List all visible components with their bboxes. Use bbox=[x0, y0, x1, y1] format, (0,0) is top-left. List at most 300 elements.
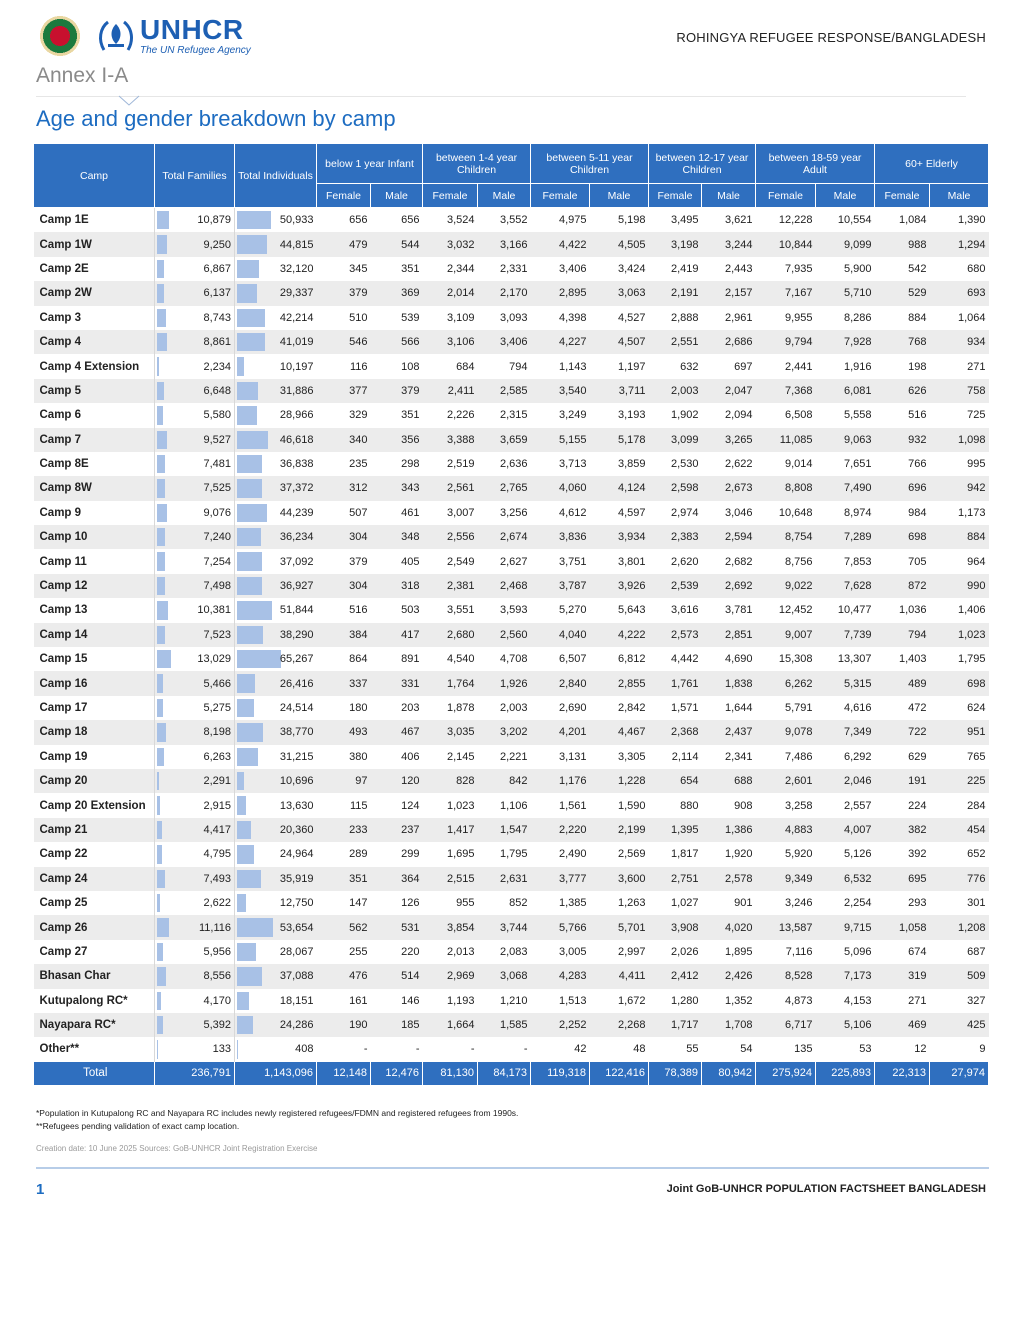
families-cell-value: 2,291 bbox=[203, 775, 231, 788]
individuals-cell-value: 50,933 bbox=[279, 214, 314, 227]
value-cell: 8,754 bbox=[756, 525, 816, 549]
families-cell-value: 7,481 bbox=[203, 458, 231, 471]
value-cell: 2,690 bbox=[558, 702, 587, 714]
individuals-cell-value: 65,267 bbox=[279, 653, 314, 666]
individuals-cell-value: 37,088 bbox=[279, 970, 314, 983]
table-row bbox=[34, 208, 989, 233]
value-cell: 345 bbox=[349, 262, 368, 275]
value-cell: 476 bbox=[317, 964, 371, 988]
families-cell bbox=[155, 720, 235, 744]
value-cell: 2,381 bbox=[423, 574, 478, 598]
individuals-cell bbox=[235, 232, 317, 256]
camp-name: Bhasan Char bbox=[34, 964, 155, 988]
value-cell: 284 bbox=[967, 799, 986, 812]
col-header-group: between 5-11 year Children bbox=[531, 144, 649, 184]
value-cell: 5,178 bbox=[590, 428, 649, 452]
camp-name: Camp 8E bbox=[39, 458, 89, 471]
individuals-cell-bar bbox=[237, 235, 267, 253]
value-cell: 1,717 bbox=[649, 1013, 702, 1037]
value-cell: 2,114 bbox=[671, 750, 699, 763]
value-cell: 2,627 bbox=[499, 555, 528, 568]
value-cell: 479 bbox=[317, 232, 371, 256]
value-cell: 531 bbox=[371, 915, 423, 939]
value-cell: 3,406 bbox=[558, 262, 587, 275]
value-cell: 3,711 bbox=[590, 379, 649, 403]
families-cell-value: 9,076 bbox=[203, 506, 231, 519]
value-cell: 1,395 bbox=[649, 818, 702, 842]
value-cell: 2,569 bbox=[617, 848, 646, 861]
value-cell: 4,201 bbox=[531, 720, 590, 744]
value-cell: 7,116 bbox=[785, 945, 813, 958]
value-cell: 693 bbox=[930, 281, 989, 305]
value-cell: 369 bbox=[371, 281, 423, 305]
value-cell: 7,628 bbox=[816, 574, 875, 598]
value-cell: 351 bbox=[317, 867, 371, 891]
value-cell: 348 bbox=[371, 525, 423, 549]
individuals-cell bbox=[235, 501, 317, 525]
total-value-cell: 12,148 bbox=[317, 1062, 371, 1085]
value-cell: 8,756 bbox=[784, 555, 813, 568]
value-cell: 2,969 bbox=[423, 964, 478, 988]
value-cell: 425 bbox=[930, 1013, 989, 1037]
individuals-cell bbox=[235, 257, 317, 281]
page-number: 1 bbox=[36, 1181, 45, 1198]
value-cell: 180 bbox=[349, 702, 368, 714]
families-cell-bar bbox=[157, 431, 167, 449]
total-value-cell: 84,173 bbox=[478, 1062, 531, 1085]
value-cell: 794 bbox=[875, 623, 930, 647]
families-cell bbox=[155, 696, 235, 720]
individuals-cell bbox=[235, 452, 317, 476]
value-cell: 10,477 bbox=[837, 604, 872, 617]
value-cell: 2,013 bbox=[446, 945, 475, 958]
families-cell-value: 2,915 bbox=[203, 799, 231, 812]
value-cell: 12,452 bbox=[778, 604, 813, 617]
individuals-cell-value: 24,514 bbox=[279, 702, 314, 714]
value-cell: 1,664 bbox=[423, 1013, 478, 1037]
value-cell: 4,422 bbox=[531, 232, 590, 256]
camp-name: Camp 4 bbox=[34, 330, 155, 354]
camp-name: Camp 2W bbox=[34, 281, 155, 305]
camp-name: Camp 8W bbox=[34, 476, 155, 500]
families-cell-value: 9,527 bbox=[203, 433, 231, 446]
families-cell bbox=[155, 281, 235, 305]
value-cell: 2,083 bbox=[499, 945, 528, 958]
value-cell: 12,228 bbox=[778, 214, 813, 227]
value-cell: 6,081 bbox=[816, 379, 875, 403]
value-cell: 2,961 bbox=[724, 311, 753, 324]
camp-name: Camp 12 bbox=[34, 574, 155, 598]
value-cell: 3,202 bbox=[478, 720, 531, 744]
value-cell: 8,974 bbox=[843, 506, 872, 519]
value-cell: 656 bbox=[349, 214, 368, 227]
families-cell-bar bbox=[157, 333, 167, 351]
unhcr-logo-text: UNHCR bbox=[140, 14, 244, 45]
value-cell: 9,078 bbox=[756, 720, 816, 744]
value-cell: 10,554 bbox=[837, 214, 872, 227]
value-cell: 2,560 bbox=[478, 623, 531, 647]
col-header-families: Total Families bbox=[155, 144, 235, 208]
value-cell: 2,468 bbox=[478, 574, 531, 598]
table-row bbox=[34, 623, 989, 647]
individuals-cell-bar bbox=[237, 650, 281, 668]
value-cell: 2,631 bbox=[478, 867, 531, 891]
value-cell: 3,265 bbox=[702, 428, 756, 452]
table-row bbox=[34, 1013, 989, 1037]
individuals-cell-value: 10,197 bbox=[279, 360, 314, 373]
individuals-cell-bar bbox=[237, 431, 268, 449]
value-cell: 3,093 bbox=[499, 311, 528, 324]
families-cell-bar bbox=[157, 748, 164, 766]
value-cell: 1,695 bbox=[446, 848, 475, 861]
value-cell: 126 bbox=[401, 897, 420, 910]
footer-divider bbox=[36, 1167, 989, 1169]
value-cell: 343 bbox=[371, 476, 423, 500]
camp-name: Nayapara RC* bbox=[34, 1013, 155, 1037]
value-cell: 1,064 bbox=[958, 311, 986, 324]
value-cell: 4,040 bbox=[531, 623, 590, 647]
col-header-male: Male bbox=[702, 184, 756, 208]
value-cell: 3,744 bbox=[478, 915, 531, 939]
individuals-cell-bar bbox=[237, 699, 254, 717]
value-cell: 2,692 bbox=[702, 574, 756, 598]
value-cell: 884 bbox=[908, 311, 927, 324]
footnote: *Population in Kutupalong RC and Nayapara RC includes newly registered refugees/FDMN and registered refugees from 1990s. bbox=[36, 1108, 519, 1118]
camp-name: Camp 19 bbox=[39, 750, 88, 763]
value-cell: 493 bbox=[317, 720, 371, 744]
value-cell: 4,616 bbox=[843, 702, 872, 714]
value-cell: 6,508 bbox=[784, 409, 813, 422]
families-cell-value: 5,466 bbox=[203, 677, 231, 690]
value-cell: 329 bbox=[349, 409, 368, 422]
families-cell-bar bbox=[157, 528, 165, 546]
families-cell bbox=[155, 915, 235, 939]
value-cell: 116 bbox=[349, 360, 368, 373]
value-cell: 4,153 bbox=[843, 994, 872, 1007]
value-cell: 509 bbox=[930, 964, 989, 988]
value-cell: 1,280 bbox=[670, 994, 699, 1007]
individuals-cell-value: 26,416 bbox=[279, 677, 314, 690]
families-cell-value: 4,795 bbox=[203, 848, 231, 861]
families-cell-bar bbox=[157, 870, 165, 888]
value-cell: 9,715 bbox=[816, 915, 875, 939]
families-cell bbox=[155, 964, 235, 988]
value-cell: 842 bbox=[478, 769, 531, 793]
value-cell: 1,106 bbox=[499, 799, 528, 812]
individuals-cell-value: 42,214 bbox=[279, 311, 314, 324]
families-cell-bar bbox=[157, 601, 168, 619]
value-cell: 2,268 bbox=[590, 1013, 649, 1037]
value-cell: 562 bbox=[317, 915, 371, 939]
table-row bbox=[34, 354, 989, 378]
individuals-cell-value: 31,215 bbox=[279, 750, 314, 763]
col-header-female: Female bbox=[649, 184, 702, 208]
value-cell: 2,170 bbox=[478, 281, 531, 305]
value-cell: 417 bbox=[371, 623, 423, 647]
value-cell: 3,787 bbox=[531, 574, 590, 598]
value-cell: 2,199 bbox=[590, 818, 649, 842]
families-cell bbox=[155, 574, 235, 598]
families-cell-bar bbox=[157, 309, 166, 327]
value-cell: 1,838 bbox=[702, 671, 756, 695]
value-cell: - bbox=[363, 1043, 368, 1056]
individuals-cell bbox=[235, 208, 317, 233]
families-cell-value: 6,137 bbox=[203, 287, 231, 300]
value-cell: 3,836 bbox=[531, 525, 590, 549]
value-cell: 108 bbox=[401, 360, 420, 373]
value-cell: 2,490 bbox=[558, 848, 587, 861]
camp-name: Camp 20 Extension bbox=[39, 799, 146, 812]
value-cell: 9,014 bbox=[784, 458, 813, 471]
camp-name: Camp 18 bbox=[34, 720, 155, 744]
value-cell: 4,442 bbox=[670, 653, 699, 666]
individuals-cell-value: 38,770 bbox=[279, 726, 314, 739]
value-cell: 382 bbox=[875, 818, 930, 842]
value-cell: 469 bbox=[875, 1013, 930, 1037]
value-cell: 293 bbox=[908, 897, 927, 910]
camp-name: Camp 24 bbox=[34, 867, 155, 891]
families-cell bbox=[155, 257, 235, 281]
individuals-cell-bar bbox=[237, 723, 263, 741]
value-cell: 768 bbox=[875, 330, 930, 354]
table-row bbox=[34, 989, 989, 1013]
families-cell-bar bbox=[157, 723, 166, 741]
value-cell: 4,060 bbox=[531, 476, 590, 500]
value-cell: 10,648 bbox=[778, 506, 813, 519]
families-cell-bar bbox=[157, 992, 161, 1010]
value-cell: 377 bbox=[317, 379, 371, 403]
camp-name: Other** bbox=[39, 1043, 80, 1056]
individuals-cell bbox=[235, 842, 317, 866]
table-body bbox=[34, 208, 989, 1085]
value-cell: 758 bbox=[930, 379, 989, 403]
value-cell: 4,883 bbox=[756, 818, 816, 842]
individuals-cell bbox=[235, 403, 317, 427]
individuals-cell bbox=[235, 964, 317, 988]
table-row bbox=[34, 379, 989, 403]
value-cell: - bbox=[415, 1043, 420, 1056]
value-cell: 507 bbox=[349, 506, 368, 519]
individuals-cell bbox=[235, 915, 317, 939]
individuals-cell-value: 28,966 bbox=[279, 409, 314, 422]
families-cell-value: 8,743 bbox=[203, 311, 231, 324]
value-cell: 2,145 bbox=[446, 750, 475, 763]
value-cell: 2,221 bbox=[499, 750, 528, 763]
individuals-cell bbox=[235, 354, 317, 378]
total-value-cell: 27,974 bbox=[930, 1062, 989, 1085]
individuals-cell bbox=[235, 330, 317, 354]
value-cell: 289 bbox=[349, 848, 368, 861]
total-value-cell: 80,942 bbox=[702, 1062, 756, 1085]
value-cell: 364 bbox=[371, 867, 423, 891]
families-cell bbox=[155, 1037, 235, 1061]
value-cell: 3,801 bbox=[617, 555, 646, 568]
value-cell: 15,308 bbox=[778, 653, 813, 666]
individuals-cell bbox=[235, 940, 317, 964]
value-cell: 3,908 bbox=[649, 915, 702, 939]
value-cell: 2,220 bbox=[531, 818, 590, 842]
value-cell: 2,888 bbox=[670, 311, 699, 324]
value-cell: 776 bbox=[930, 867, 989, 891]
individuals-cell bbox=[235, 476, 317, 500]
individuals-cell bbox=[235, 867, 317, 891]
value-cell: 514 bbox=[371, 964, 423, 988]
families-cell-bar bbox=[157, 406, 163, 424]
value-cell: 1,352 bbox=[724, 994, 753, 1007]
value-cell: 4,527 bbox=[617, 311, 646, 324]
value-cell: 3,032 bbox=[423, 232, 478, 256]
families-cell bbox=[155, 549, 235, 573]
value-cell: 8,286 bbox=[843, 311, 872, 324]
camp-name: Camp 25 bbox=[39, 897, 88, 910]
value-cell: 2,419 bbox=[670, 262, 699, 275]
families-cell bbox=[155, 232, 235, 256]
value-cell: 5,920 bbox=[784, 848, 813, 861]
value-cell: 2,003 bbox=[499, 702, 528, 714]
creation-note: Creation date: 10 June 2025 Sources: GoB-UNHCR Joint Registration Exercise bbox=[36, 1144, 318, 1153]
value-cell: 2,254 bbox=[843, 897, 872, 910]
value-cell: 2,426 bbox=[702, 964, 756, 988]
value-cell: 542 bbox=[908, 262, 927, 275]
value-cell: 3,713 bbox=[558, 458, 587, 471]
families-cell-value: 8,556 bbox=[203, 970, 231, 983]
value-cell: 405 bbox=[401, 555, 420, 568]
value-cell: 722 bbox=[875, 720, 930, 744]
table-row bbox=[34, 915, 989, 939]
individuals-cell bbox=[235, 306, 317, 330]
families-cell bbox=[155, 306, 235, 330]
individuals-cell-bar bbox=[237, 1040, 238, 1058]
footnote: **Refugees pending validation of exact camp location. bbox=[36, 1121, 240, 1131]
value-cell: 318 bbox=[371, 574, 423, 598]
table-row bbox=[34, 501, 989, 525]
families-cell bbox=[155, 891, 235, 915]
camp-name: Camp 4 Extension bbox=[39, 360, 140, 373]
value-cell: 6,507 bbox=[558, 653, 587, 666]
families-cell-value: 7,240 bbox=[203, 531, 231, 544]
col-header-individuals: Total Individuals bbox=[235, 144, 317, 208]
value-cell: 2,014 bbox=[423, 281, 478, 305]
individuals-cell-bar bbox=[237, 455, 262, 473]
value-cell: 351 bbox=[401, 262, 420, 275]
value-cell: 185 bbox=[371, 1013, 423, 1037]
value-cell: 2,620 bbox=[670, 555, 699, 568]
value-cell: 1,176 bbox=[531, 769, 590, 793]
value-cell: 1,926 bbox=[478, 671, 531, 695]
families-cell-value: 13,029 bbox=[197, 653, 231, 666]
value-cell: 503 bbox=[401, 604, 420, 617]
value-cell: 319 bbox=[875, 964, 930, 988]
value-cell: 5,106 bbox=[816, 1013, 875, 1037]
families-cell bbox=[155, 452, 235, 476]
table-row bbox=[34, 940, 989, 964]
value-cell: 3,424 bbox=[617, 262, 646, 275]
value-cell: 6,292 bbox=[843, 750, 872, 763]
families-cell-value: 8,861 bbox=[203, 336, 231, 349]
individuals-cell-bar bbox=[237, 894, 246, 912]
value-cell: 10,844 bbox=[756, 232, 816, 256]
value-cell: 2,046 bbox=[816, 769, 875, 793]
individuals-cell bbox=[235, 989, 317, 1013]
families-cell bbox=[155, 525, 235, 549]
families-cell-value: 7,498 bbox=[203, 580, 231, 593]
value-cell: 3,249 bbox=[558, 409, 587, 422]
value-cell: 705 bbox=[908, 555, 927, 568]
individuals-cell-bar bbox=[237, 601, 272, 619]
camp-name: Camp 2E bbox=[39, 262, 89, 275]
individuals-cell-value: 31,886 bbox=[279, 384, 314, 397]
value-cell: 3,593 bbox=[499, 604, 528, 617]
value-cell: 5,315 bbox=[816, 671, 875, 695]
individuals-cell bbox=[235, 891, 317, 915]
value-cell: 2,412 bbox=[649, 964, 702, 988]
value-cell: 9,022 bbox=[756, 574, 816, 598]
value-cell: 340 bbox=[317, 428, 371, 452]
value-cell: 1,023 bbox=[930, 623, 989, 647]
value-cell: 8,528 bbox=[756, 964, 816, 988]
families-cell-bar bbox=[157, 235, 167, 253]
value-cell: 1,023 bbox=[446, 799, 475, 812]
individuals-cell-value: 36,927 bbox=[279, 580, 314, 593]
table-row bbox=[34, 403, 989, 427]
value-cell: 1,406 bbox=[958, 604, 986, 617]
value-cell: 4,975 bbox=[558, 214, 587, 227]
value-cell: 198 bbox=[908, 360, 927, 373]
value-cell: 2,047 bbox=[702, 379, 756, 403]
value-cell: 1,920 bbox=[724, 848, 753, 861]
families-cell bbox=[155, 208, 235, 233]
value-cell: 884 bbox=[930, 525, 989, 549]
value-cell: 988 bbox=[875, 232, 930, 256]
value-cell: 115 bbox=[349, 799, 368, 812]
value-cell: 1,098 bbox=[930, 428, 989, 452]
value-cell: 2,842 bbox=[617, 702, 646, 714]
value-cell: 472 bbox=[908, 702, 927, 714]
individuals-cell-value: 38,290 bbox=[279, 628, 314, 641]
value-cell: 1,795 bbox=[499, 848, 528, 861]
families-cell-bar bbox=[157, 1016, 163, 1034]
individuals-cell-bar bbox=[237, 992, 249, 1010]
families-cell-value: 7,523 bbox=[203, 628, 231, 641]
value-cell: 146 bbox=[401, 994, 420, 1007]
value-cell: 932 bbox=[875, 428, 930, 452]
value-cell: 3,198 bbox=[649, 232, 702, 256]
families-cell bbox=[155, 501, 235, 525]
value-cell: 765 bbox=[967, 750, 986, 763]
families-cell bbox=[155, 598, 235, 622]
value-cell: 406 bbox=[401, 750, 420, 763]
individuals-cell bbox=[235, 379, 317, 403]
camp-name: Camp 21 bbox=[34, 818, 155, 842]
camp-name: Camp 22 bbox=[39, 848, 88, 861]
value-cell: 7,853 bbox=[843, 555, 872, 568]
value-cell: 934 bbox=[930, 330, 989, 354]
families-cell-value: 8,198 bbox=[203, 726, 231, 739]
value-cell: 3,035 bbox=[423, 720, 478, 744]
families-cell bbox=[155, 769, 235, 793]
individuals-cell bbox=[235, 696, 317, 720]
value-cell: 351 bbox=[401, 409, 420, 422]
value-cell: 461 bbox=[401, 506, 420, 519]
value-cell: 225 bbox=[930, 769, 989, 793]
camp-name: Camp 1W bbox=[34, 232, 155, 256]
table-row bbox=[34, 281, 989, 305]
value-cell: 1,644 bbox=[724, 702, 753, 714]
value-cell: 235 bbox=[349, 458, 368, 471]
value-cell: 2,578 bbox=[702, 867, 756, 891]
value-cell: 3,524 bbox=[446, 214, 475, 227]
value-cell: 3,751 bbox=[558, 555, 587, 568]
